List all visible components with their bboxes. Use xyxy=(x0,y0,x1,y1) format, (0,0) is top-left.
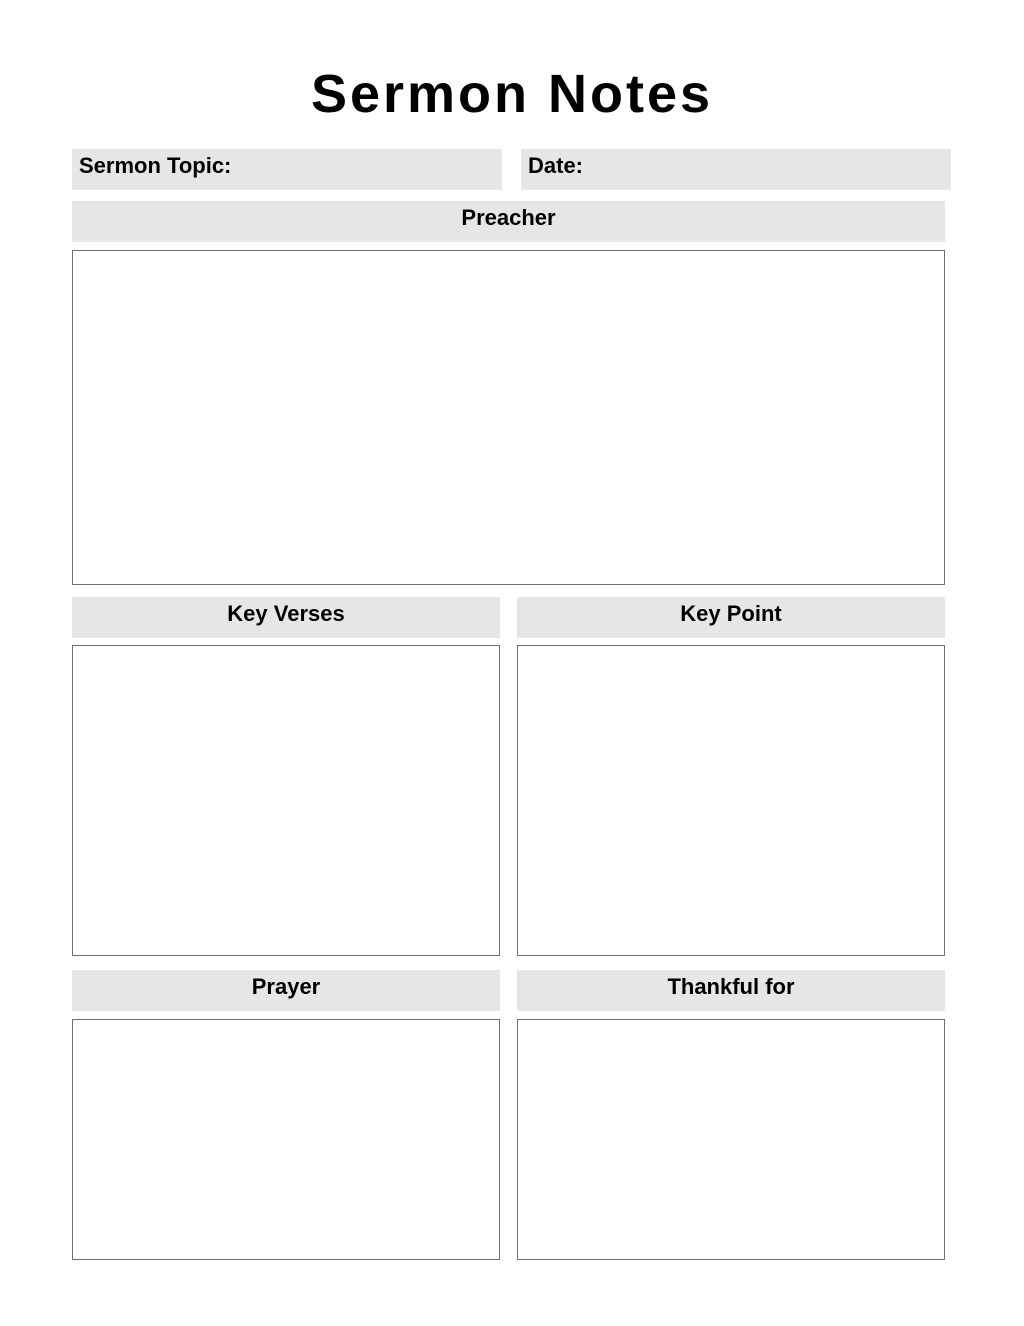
prayer-header: Prayer xyxy=(72,970,500,1011)
preacher-header: Preacher xyxy=(72,201,945,242)
key-point-header: Key Point xyxy=(517,597,945,638)
prayer-notes-box[interactable] xyxy=(72,1019,500,1260)
key-point-notes-box[interactable] xyxy=(517,645,945,956)
preacher-notes-box[interactable] xyxy=(72,250,945,585)
sermon-topic-field[interactable] xyxy=(72,149,502,190)
key-verses-header: Key Verses xyxy=(72,597,500,638)
thankful-for-notes-box[interactable] xyxy=(517,1019,945,1260)
page-title: Sermon Notes xyxy=(310,64,714,124)
date-label: Date: xyxy=(528,153,584,178)
key-verses-notes-box[interactable] xyxy=(72,645,500,956)
thankful-for-header: Thankful for xyxy=(517,970,945,1011)
sermon-topic-label: Sermon Topic: xyxy=(79,153,232,178)
date-field[interactable] xyxy=(521,149,951,190)
